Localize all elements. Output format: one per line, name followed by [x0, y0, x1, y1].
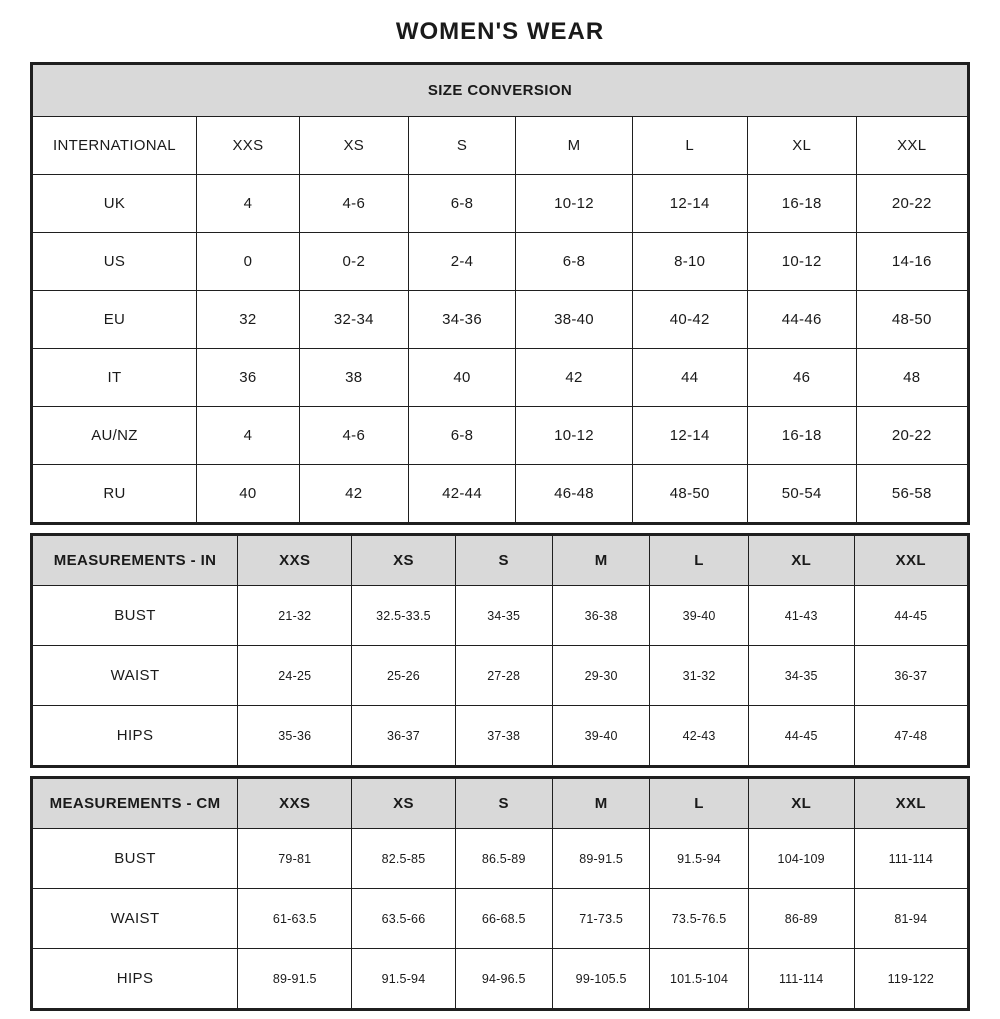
size-conversion-row-au-nz	[32, 407, 969, 465]
value-cell: 73.5-76.5	[650, 889, 748, 949]
measurements-cm-row-hips	[32, 949, 969, 1010]
value-cell: 35-36	[238, 706, 352, 767]
value-cell: 29-30	[552, 646, 649, 706]
value-cell: 41-43	[748, 586, 854, 646]
value-cell: 20-22	[856, 175, 968, 233]
value-cell: 39-40	[552, 706, 649, 767]
value-cell: 71-73.5	[552, 889, 649, 949]
value-cell: 4	[196, 407, 299, 465]
size-header: L	[650, 778, 748, 829]
size-conversion-row-eu	[32, 291, 969, 349]
size-header: M	[552, 778, 649, 829]
value-cell: 111-114	[748, 949, 854, 1010]
value-cell: 44-46	[747, 291, 856, 349]
value-cell: 31-32	[650, 646, 748, 706]
value-cell: 36-38	[552, 586, 649, 646]
value-cell: 10-12	[747, 233, 856, 291]
value-cell: 10-12	[516, 175, 632, 233]
column-header: INTERNATIONAL	[32, 117, 197, 175]
value-cell: 36-37	[352, 706, 455, 767]
value-cell: 119-122	[854, 949, 968, 1010]
row-label: RU	[32, 465, 197, 524]
value-cell: 63.5-66	[352, 889, 455, 949]
value-cell: 82.5-85	[352, 829, 455, 889]
value-cell: 40	[196, 465, 299, 524]
measurements-cm-row-waist	[32, 889, 969, 949]
measurements-in-header-row	[32, 535, 969, 586]
column-header: L	[632, 117, 747, 175]
size-header: XXL	[854, 535, 968, 586]
measurements-cm-table	[30, 776, 970, 1011]
value-cell: 44	[632, 349, 747, 407]
value-cell: 20-22	[856, 407, 968, 465]
value-cell: 32	[196, 291, 299, 349]
value-cell: 6-8	[408, 407, 516, 465]
measurements-cm-header-row	[32, 778, 969, 829]
value-cell: 25-26	[352, 646, 455, 706]
value-cell: 48-50	[632, 465, 747, 524]
value-cell: 4	[196, 175, 299, 233]
size-header: XXL	[854, 778, 968, 829]
value-cell: 61-63.5	[238, 889, 352, 949]
value-cell: 101.5-104	[650, 949, 748, 1010]
value-cell: 48-50	[856, 291, 968, 349]
value-cell: 8-10	[632, 233, 747, 291]
row-label: BUST	[32, 829, 238, 889]
value-cell: 40-42	[632, 291, 747, 349]
size-conversion-table	[30, 62, 970, 525]
value-cell: 12-14	[632, 175, 747, 233]
size-conversion-banner-row	[32, 64, 969, 117]
measurements-in-header: MEASUREMENTS - IN	[32, 535, 238, 586]
value-cell: 14-16	[856, 233, 968, 291]
value-cell: 6-8	[408, 175, 516, 233]
value-cell: 91.5-94	[352, 949, 455, 1010]
size-conversion-column-header-row	[32, 117, 969, 175]
value-cell: 44-45	[748, 706, 854, 767]
column-header: XXS	[196, 117, 299, 175]
value-cell: 34-35	[748, 646, 854, 706]
value-cell: 34-36	[408, 291, 516, 349]
value-cell: 91.5-94	[650, 829, 748, 889]
value-cell: 42	[516, 349, 632, 407]
value-cell: 94-96.5	[455, 949, 552, 1010]
value-cell: 40	[408, 349, 516, 407]
value-cell: 12-14	[632, 407, 747, 465]
value-cell: 104-109	[748, 829, 854, 889]
value-cell: 86.5-89	[455, 829, 552, 889]
value-cell: 32-34	[299, 291, 408, 349]
size-conversion-row-us	[32, 233, 969, 291]
value-cell: 38-40	[516, 291, 632, 349]
value-cell: 46	[747, 349, 856, 407]
row-label: AU/NZ	[32, 407, 197, 465]
value-cell: 36-37	[854, 646, 968, 706]
column-header: M	[516, 117, 632, 175]
value-cell: 32.5-33.5	[352, 586, 455, 646]
measurements-cm-header: MEASUREMENTS - CM	[32, 778, 238, 829]
value-cell: 44-45	[854, 586, 968, 646]
value-cell: 111-114	[854, 829, 968, 889]
value-cell: 56-58	[856, 465, 968, 524]
size-header: XXS	[238, 778, 352, 829]
value-cell: 89-91.5	[238, 949, 352, 1010]
size-header: XL	[748, 535, 854, 586]
value-cell: 37-38	[455, 706, 552, 767]
page-title: WOMEN'S WEAR	[395, 18, 605, 45]
value-cell: 0	[196, 233, 299, 291]
value-cell: 4-6	[299, 407, 408, 465]
row-label: US	[32, 233, 197, 291]
value-cell: 81-94	[854, 889, 968, 949]
measurements-cm-row-bust	[32, 829, 969, 889]
row-label: WAIST	[32, 889, 238, 949]
size-header: S	[455, 778, 552, 829]
value-cell: 79-81	[238, 829, 352, 889]
size-header: L	[650, 535, 748, 586]
row-label: HIPS	[32, 949, 238, 1010]
value-cell: 39-40	[650, 586, 748, 646]
size-header: XL	[748, 778, 854, 829]
value-cell: 0-2	[299, 233, 408, 291]
value-cell: 34-35	[455, 586, 552, 646]
value-cell: 46-48	[516, 465, 632, 524]
measurements-in-row-waist	[32, 646, 969, 706]
measurements-in-table	[30, 533, 970, 768]
value-cell: 42-44	[408, 465, 516, 524]
value-cell: 6-8	[516, 233, 632, 291]
size-header: XS	[352, 535, 455, 586]
value-cell: 42	[299, 465, 408, 524]
column-header: S	[408, 117, 516, 175]
value-cell: 66-68.5	[455, 889, 552, 949]
value-cell: 4-6	[299, 175, 408, 233]
size-conversion-row-it	[32, 349, 969, 407]
column-header: XS	[299, 117, 408, 175]
size-conversion-row-ru	[32, 465, 969, 524]
value-cell: 86-89	[748, 889, 854, 949]
value-cell: 99-105.5	[552, 949, 649, 1010]
value-cell: 16-18	[747, 407, 856, 465]
size-header: M	[552, 535, 649, 586]
value-cell: 10-12	[516, 407, 632, 465]
value-cell: 21-32	[238, 586, 352, 646]
value-cell: 27-28	[455, 646, 552, 706]
size-chart-page	[30, 0, 970, 1011]
value-cell: 36	[196, 349, 299, 407]
value-cell: 50-54	[747, 465, 856, 524]
row-label: HIPS	[32, 706, 238, 767]
size-conversion-header: SIZE CONVERSION	[32, 64, 969, 117]
row-label: IT	[32, 349, 197, 407]
row-label: UK	[32, 175, 197, 233]
size-header: S	[455, 535, 552, 586]
value-cell: 48	[856, 349, 968, 407]
row-label: BUST	[32, 586, 238, 646]
measurements-in-row-hips	[32, 706, 969, 767]
value-cell: 24-25	[238, 646, 352, 706]
size-header: XS	[352, 778, 455, 829]
value-cell: 38	[299, 349, 408, 407]
column-header: XL	[747, 117, 856, 175]
row-label: WAIST	[32, 646, 238, 706]
value-cell: 16-18	[747, 175, 856, 233]
value-cell: 42-43	[650, 706, 748, 767]
column-header: XXL	[856, 117, 968, 175]
measurements-in-row-bust	[32, 586, 969, 646]
value-cell: 2-4	[408, 233, 516, 291]
value-cell: 89-91.5	[552, 829, 649, 889]
size-header: XXS	[238, 535, 352, 586]
value-cell: 47-48	[854, 706, 968, 767]
row-label: EU	[32, 291, 197, 349]
size-conversion-row-uk	[32, 175, 969, 233]
